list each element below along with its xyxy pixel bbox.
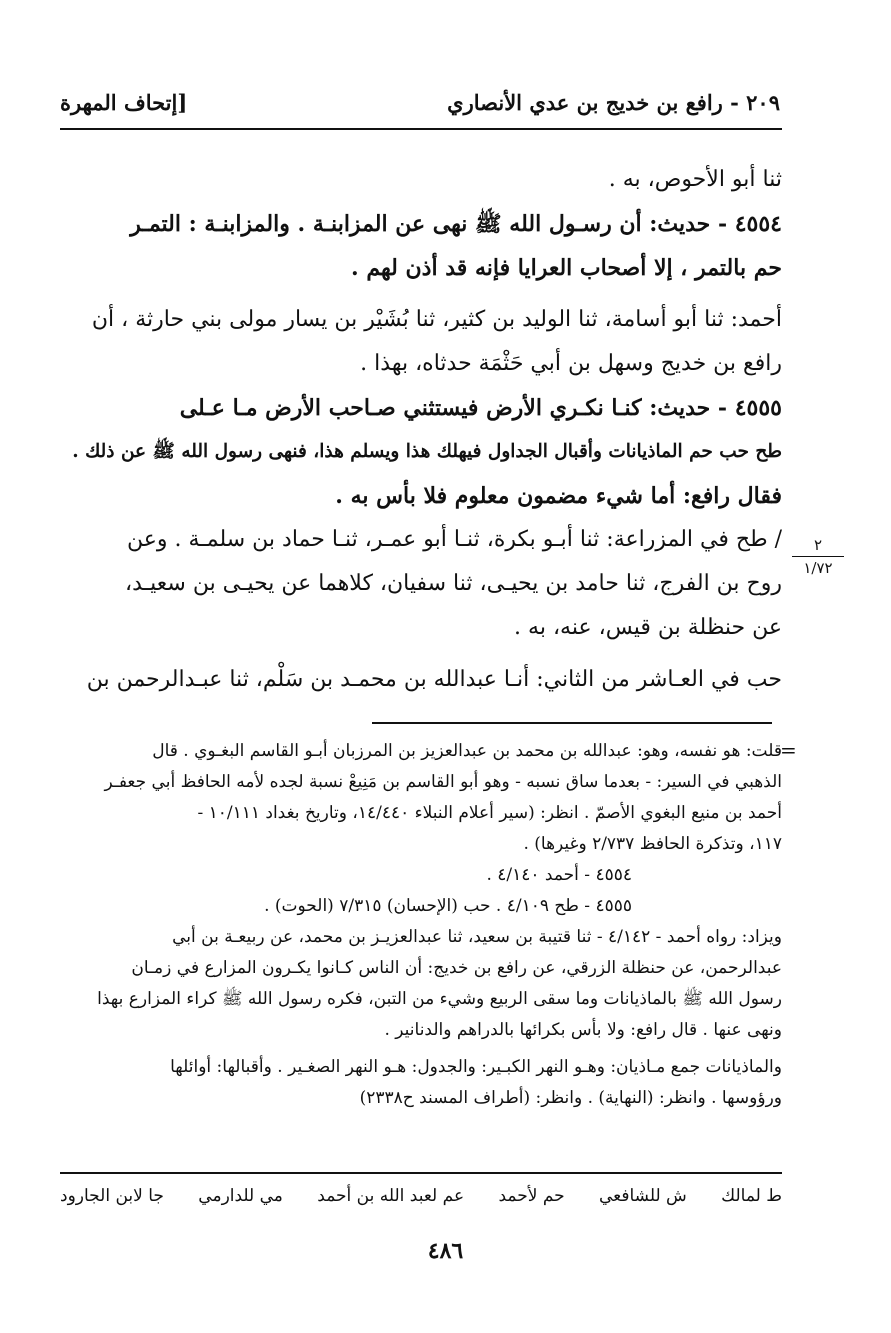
text-line: حب في العـاشر من الثاني: أنـا عبدالله بن محمـد بن سَلْم، ثنا عبـدالرحمن بن [86,667,782,692]
text-line: فقال رافع: أما شيء مضمون معلوم فلا بأس به . [335,483,782,509]
margin-note-bottom: ١/٧٢ [803,559,833,577]
header-rule [60,128,782,130]
continuation-mark: = [780,738,797,762]
main-text [62,158,782,702]
page-number: ٤٨٦ [427,1238,464,1264]
text-line: حم بالتمر ، إلا أصحاب العرايا فإنه قد أذن لهم . [351,255,782,281]
sigla-item: حم لأحمد [498,1186,565,1206]
sigla-item: مي للدارمي [198,1186,283,1206]
footnote-line: رسول الله ﷺ بالماذيانات وما سقى الربيع وشيء من التبن، فكره رسول الله ﷺ كراء المزارع بهذا [97,989,782,1009]
text-line: روح بن الفرج، ثنا حامد بن يحيـى، ثنا سفيان، كلاهما عن يحيـى بن سعيـد، [125,571,782,596]
margin-note [792,536,844,577]
footnote-line: الذهبي في السير: - بعدما ساق نسبه - وهو أبو القاسم بن مَنِيعْ نسبة لجده لأمه الحافظ أبي جعفـر [104,772,782,792]
footnote-line: قلت: هو نفسه، وهو: عبدالله بن محمد بن عبدالعزيز بن المرزبان أبـو القاسم البغـوي . قال [152,741,782,761]
footnotes [62,736,782,1114]
text-line: / طح في المزراعة: ثنا أبـو بكرة، ثنـا أبو عمـر، ثنـا حماد بن سلمـة . وعن [127,527,782,552]
running-header [60,80,780,124]
footnote-line: ورؤوسها . وانظر: (النهاية) . وانظر: (أطراف المسند ح٢٣٣٨) [359,1088,782,1108]
footnote-line: ويزاد: رواه أحمد - ٤/١٤٢ - ثنا قتيبة بن سعيد، ثنا عبدالعزيـز بن محمد، عن ربيعـة بن أبي [172,927,782,947]
sigla-item: ط لمالك [721,1186,782,1206]
sigla-item: جا لابن الجارود [60,1186,164,1206]
footnote-line: ونهى عنها . قال رافع: ولا بأس بكرائها بالدراهم والدنانير . [384,1020,782,1040]
margin-note-top: ٢ [813,536,823,554]
sigla-rule [60,1172,782,1174]
sigla-item: ش للشافعي [599,1186,687,1206]
text-line: طح حب حم الماذيانات وأقبال الجداول فيهلك هذا ويسلم هذا، فنهى رسول الله ﷺ عن ذلك . [72,441,782,462]
footnote-line: ١١٧، وتذكرة الحافظ ٢/٧٣٧ وغيرها) . [523,834,782,854]
chapter-title: ٢٠٩ - رافع بن خديج بن عدي الأنصاري [447,89,780,115]
hadith-4555-heading: ٤٥٥٥ - حديث: كنـا نكـري الأرض فيستثني صـاحب الأرض مـا عـلى [179,395,782,421]
text-line: عن حنظلة بن قيس، عنه، به . [514,615,782,640]
footnote-line: عبدالرحمن، عن حنظلة الزرقي، عن رافع بن خديج: أن الناس كـانوا يكـرون المزارع في زمـان [131,958,782,978]
sigla-key [60,1186,782,1206]
margin-note-rule [792,556,844,557]
text-line: ثنا أبو الأحوص، به . [608,167,782,192]
footnote-line: والماذيانات جمع مـاذيان: وهـو النهر الكبـير: والجدول: هـو النهر الصغـير . وأقبالها: أوائلها [170,1057,782,1077]
hadith-4554-heading: ٤٥٥٤ - حديث: أن رسـول الله ﷺ نهى عن المزابنـة . والمزابنـة : التمـر [130,211,782,237]
text-line: رافع بن خديج وسهل بن أبي حَثْمَة حدثاه، بهذا . [360,351,782,376]
footnote-line: أحمد بن منيع البغوي الأصمّ . انظر: (سير أعلام النبلاء ١٤/٤٤٠، وتاريخ بغداد ١٠/١١١ - [197,803,782,823]
footnote-line: ٤٥٥٥ - طح ٤/١٠٩ . حب (الإحسان) ٧/٣١٥ (الحوت) . [264,896,632,916]
book-title: [إتحاف المهرة [60,89,188,115]
text-line: أحمد: ثنا أبو أسامة، ثنا الوليد بن كثير، ثنا بُشَيْر بن يسار مولى بني حارثة ، أن [91,307,782,332]
footnote-rule [372,722,772,724]
footnote-line: ٤٥٥٤ - أحمد ٤/١٤٠ . [486,865,632,885]
sigla-item: عم لعبد الله بن أحمد [317,1186,465,1206]
